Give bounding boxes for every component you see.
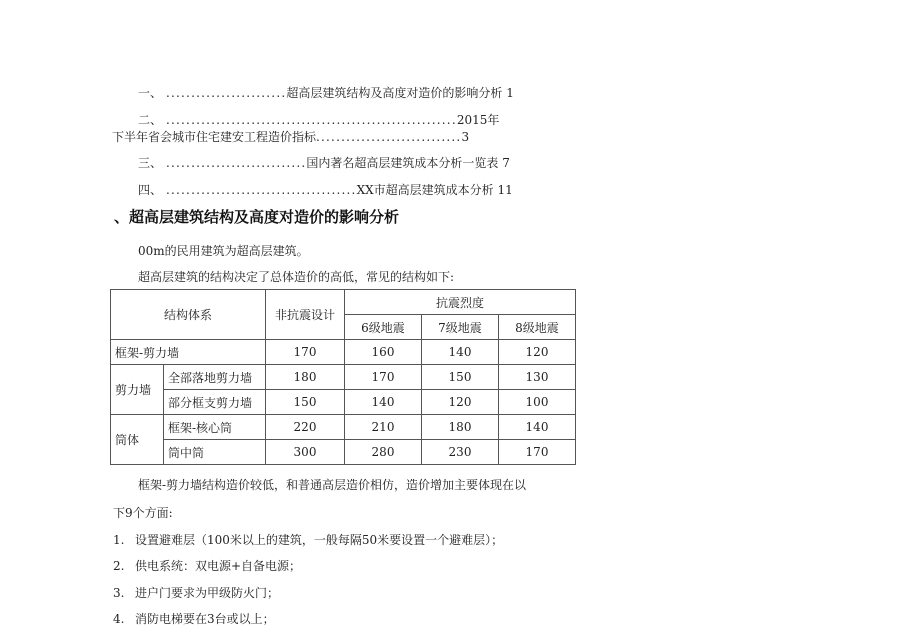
table-row [111,440,576,465]
table-row [111,365,576,390]
row-subtype: 全部落地剪力墙 [164,365,266,390]
cell-value: 170 [266,340,345,365]
cell-value: 140 [345,390,422,415]
cell-value: 210 [345,415,422,440]
list-item [113,557,301,574]
cell-value: 150 [422,365,499,390]
list-item [113,531,503,548]
list-item [113,610,275,627]
cell-value: 130 [499,365,576,390]
list-number: 4. [113,612,125,626]
header-structure-system: 结构体系 [111,290,266,340]
paragraph-nine-aspects: 下9个方面: [113,506,173,520]
toc-leader: ............................. [316,130,462,144]
list-item [113,584,279,601]
toc-number: 二、 [138,113,163,127]
row-group: 筒体 [111,415,164,465]
cell-value: 300 [266,440,345,465]
toc-title: XX市超高层建筑成本分析 [356,183,494,197]
toc-number: 三、 [138,156,163,170]
cell-value: 220 [266,415,345,440]
toc-title-continued: 下半年省会城市住宅建安工程造价指标 [112,130,317,144]
row-subtype: 筒中筒 [164,440,266,465]
header-non-seismic: 非抗震设计 [266,290,345,340]
cell-value: 180 [266,365,345,390]
table-row [111,340,576,365]
toc-title: 超高层建筑结构及高度对造价的影响分析 [286,86,503,100]
toc-number: 四、 [138,183,163,197]
cell-value: 230 [422,440,499,465]
toc-leader: ...................................... [166,183,357,197]
toc-item-1[interactable] [138,84,514,101]
row-group: 框架-剪力墙 [111,340,266,365]
table-row [111,390,576,415]
cell-value: 140 [422,340,499,365]
toc-leader: ........................ [166,86,287,100]
toc-page: 1 [506,86,514,100]
toc-title: 国内著名超高层建筑成本分析一览表 [306,156,499,170]
cell-value: 160 [345,340,422,365]
list-number: 3. [113,586,125,600]
toc-item-4[interactable] [138,181,513,198]
cell-value: 170 [345,365,422,390]
toc-item-2[interactable] [138,111,499,128]
header-level-6: 6级地震 [345,315,422,340]
list-number: 2. [113,559,125,573]
toc-page: 11 [497,183,513,197]
toc-leader: ............................ [166,156,307,170]
list-number: 1. [113,533,125,547]
toc-page: 3 [461,130,470,144]
list-text: 供电系统：双电源+自备电源； [135,559,302,573]
row-subtype: 部分框支剪力墙 [164,390,266,415]
structure-cost-table [110,289,576,465]
paragraph-definition: 00m的民用建筑为超高层建筑。 [138,244,309,258]
section-heading: 、超高层建筑结构及高度对造价的影响分析 [114,208,400,226]
header-level-7: 7级地震 [422,315,499,340]
list-text: 进户门要求为甲级防火门； [135,586,280,600]
toc-leader: .......................................................... [166,113,457,127]
row-subtype: 框架-核心筒 [164,415,266,440]
toc-number: 一、 [138,86,163,100]
toc-item-2-continued[interactable] [112,128,469,145]
cell-value: 140 [499,415,576,440]
row-group: 剪力墙 [111,365,164,415]
list-text: 设置避难层（100米以上的建筑，一般每隔50米要设置一个避难层）； [135,533,504,547]
table-header-row [111,290,576,315]
cell-value: 150 [266,390,345,415]
cell-value: 100 [499,390,576,415]
cell-value: 120 [422,390,499,415]
cell-value: 180 [422,415,499,440]
list-text: 消防电梯要在3台或以上； [135,612,275,626]
table-row [111,415,576,440]
toc-title: 2015年 [456,113,500,127]
cell-value: 170 [499,440,576,465]
paragraph-frame-shear: 框架-剪力墙结构造价较低，和普通高层造价相仿，造价增加主要体现在以 [138,478,527,492]
cell-value: 120 [499,340,576,365]
header-level-8: 8级地震 [499,315,576,340]
toc-item-3[interactable] [138,154,510,171]
toc-page: 7 [502,156,510,170]
header-seismic-intensity: 抗震烈度 [345,290,576,315]
cell-value: 280 [345,440,422,465]
paragraph-intro: 超高层建筑的结构决定了总体造价的高低，常见的结构如下: [138,270,455,284]
